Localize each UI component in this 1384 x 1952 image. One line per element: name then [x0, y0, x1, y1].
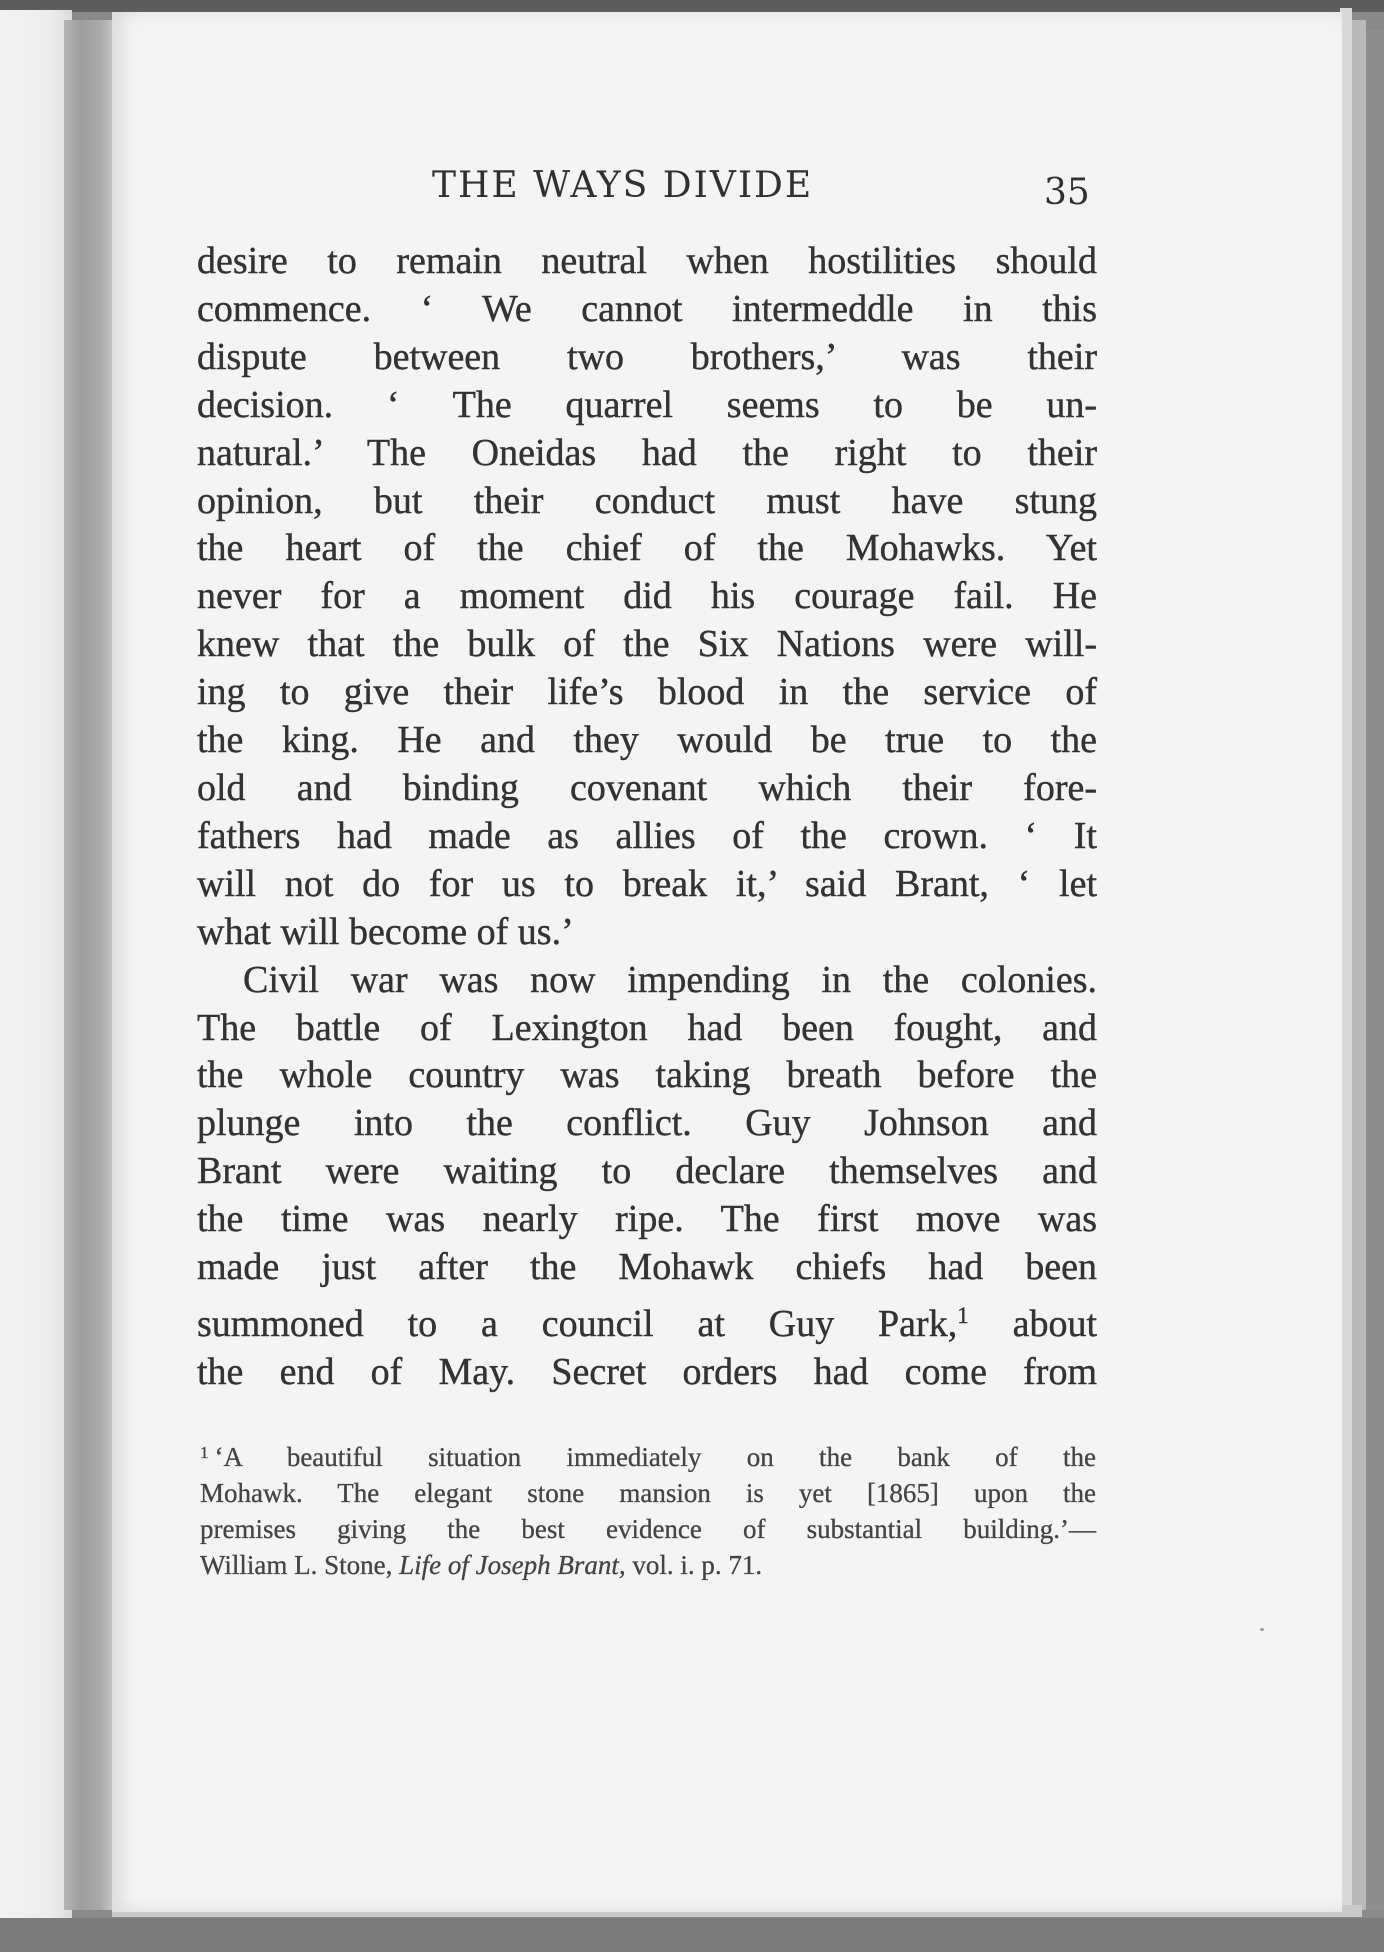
text-line: ing to give their life’s blood in the service of [197, 671, 1097, 714]
text-line: The battle of Lexington had been fought, and [197, 1006, 1097, 1049]
text-line: never for a moment did his courage fail. He [197, 575, 1097, 618]
text-line: will not do for us to break it,’ said Brant, ‘ let [197, 862, 1097, 905]
body-text [197, 238, 1097, 1397]
text-line: the whole country was taking breath before the [197, 1054, 1097, 1097]
text-line: fathers had made as allies of the crown. ‘ It [197, 814, 1097, 857]
footnote-reference: 1 [957, 1302, 969, 1328]
text-line-with-footnote-ref [197, 1292, 1097, 1349]
footnote [200, 1435, 1096, 1583]
scan-frame-bottom [0, 1918, 1384, 1952]
text-segment: summoned to a council at Guy Park, [197, 1302, 958, 1345]
running-head: THE WAYS DIVIDE [432, 165, 814, 206]
paper-speck [1260, 1628, 1264, 1631]
page-edge-layer [1352, 20, 1366, 1910]
text-line: the time was nearly ripe. The first move was [197, 1198, 1097, 1241]
footnote-marker: 1 [200, 1443, 209, 1462]
text-line: plunge into the conflict. Guy Johnson and [197, 1102, 1097, 1145]
footnote-line: premises giving the best evidence of substantial building.’— [200, 1514, 1096, 1544]
page-edge-layer [1366, 30, 1384, 1910]
text-line: dispute between two brothers,’ was their [197, 335, 1097, 378]
text-line: opinion, but their conduct must have stung [197, 479, 1097, 522]
text-line: made just after the Mohawk chiefs had been [197, 1246, 1097, 1289]
text-line: decision. ‘ The quarrel seems to be un- [197, 383, 1097, 426]
scan-frame-top [0, 0, 1384, 12]
footnote-line [200, 1435, 1096, 1475]
facing-page-edge [0, 10, 72, 1920]
text-line: the heart of the chief of the Mohawks. Yet [197, 527, 1097, 570]
text-line: old and binding covenant which their fore- [197, 766, 1097, 809]
paragraph-end-line: what will become of us.’ [197, 910, 574, 953]
page-number: 35 [1044, 172, 1090, 213]
footnote-line: Mohawk. The elegant stone mansion is yet [1865] upon the [200, 1478, 1096, 1508]
text-segment: about [968, 1302, 1097, 1345]
text-line: the end of May. Secret orders had come from [197, 1350, 1097, 1393]
text-line: commence. ‘ We cannot intermeddle in this [197, 287, 1097, 330]
footnote-text: ‘A beautiful situation immediately on the bank of the [214, 1442, 1096, 1472]
paragraph-start-line: Civil war was now impending in the colonies. [243, 958, 1097, 1001]
citation-book-title: Life of Joseph Brant, [399, 1550, 626, 1580]
citation-author: William L. Stone, [200, 1550, 400, 1580]
text-line: knew that the bulk of the Six Nations were will- [197, 623, 1097, 666]
text-line: natural.’ The Oneidas had the right to their [197, 431, 1097, 474]
citation-location: vol. i. p. 71. [625, 1550, 763, 1580]
text-line: the king. He and they would be true to the [197, 719, 1097, 762]
text-line: Brant were waiting to declare themselves and [197, 1150, 1097, 1193]
footnote-citation-line [200, 1547, 1096, 1583]
text-line: desire to remain neutral when hostilities should [197, 240, 1097, 282]
